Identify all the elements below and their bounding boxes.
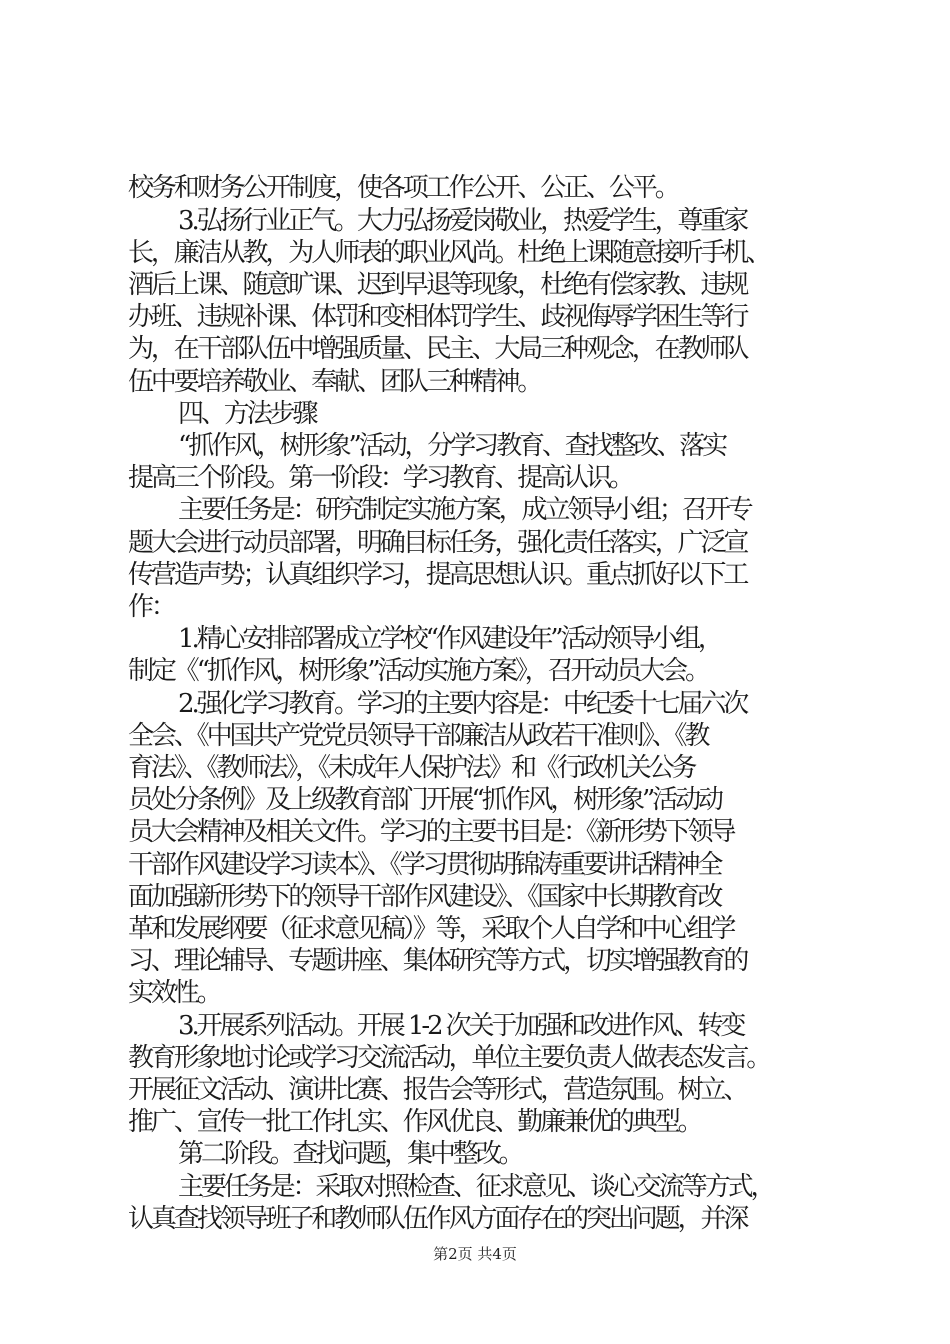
paragraph-line: 酒后上课、随意旷课、迟到早退等现象，杜绝有偿家教、违规 [128,270,747,300]
paragraph-line: 制定《“抓作风，树形象”活动实施方案》，召开动员大会。 [128,656,708,686]
paragraph-line: 2.强化学习教育。学习的主要内容是：中纪委十七届六次 [178,689,747,719]
paragraph-line: 为，在干部队伍中增强质量、民主、大局三种观念，在教师队 [128,334,747,364]
paragraph-line: 3.弘扬行业正气。大力弘扬爱岗敬业，热爱学生，尊重家 [178,206,747,236]
paragraph-line: 全会、《中国共产党党员领导干部廉洁从政若干准则》、《教 [128,721,708,751]
paragraph-line: 办班、违规补课、体罚和变相体罚学生、歧视侮辱学困生等行 [128,302,747,332]
paragraph-line: 提高三个阶段。第一阶段：学习教育、提高认识。 [128,463,632,493]
paragraph-line: 3.开展系列活动。开展 1-2 次关于加强和改进作风、转变 [178,1011,744,1041]
paragraph-line: 伍中要培养敬业、奉献、团队三种精神。 [128,367,541,397]
paragraph-line: 1.精心安排部署成立学校“作风建设年”活动领导小组， [178,624,721,654]
paragraph-line: 教育形象地讨论或学习交流活动，单位主要负责人做表态发言。 [128,1043,770,1073]
paragraph-line: 革和发展纲要（征求意见稿）》等，采取个人自学和中心组学 [128,914,734,944]
paragraph-line: 开展征文活动、演讲比赛、报告会等形式，营造氛围。树立、 [128,1075,747,1105]
paragraph-line: 主要任务是：采取对照检查、征求意见、谈心交流等方式， [178,1172,774,1202]
page-number-footer: 第2页 共4页 [433,1245,517,1263]
paragraph-line: 校务和财务公开制度，使各项工作公开、公正、公平。 [128,173,678,203]
paragraph-line: 推广、宣传一批工作扎实、作风优良、勤廉兼优的典型。 [128,1107,701,1137]
section-heading: 第二阶段。查找问题，集中整改。 [178,1139,522,1169]
section-heading: 四、方法步骤 [178,399,316,429]
paragraph-line: 习、理论辅导、专题讲座、集体研究等方式，切实增强教育的 [128,946,747,976]
paragraph-line: “抓作风，树形象”活动，分学习教育、查找整改、落实 [178,431,726,461]
paragraph-line: 长，廉洁从教，为人师表的职业风尚。杜绝上课随意接听手机、 [128,238,770,268]
paragraph-line: 员大会精神及相关文件。学习的主要书目是：《新形势下领导 [128,817,734,847]
paragraph-line: 题大会进行动员部署，明确目标任务，强化责任落实，广泛宣 [128,528,747,558]
paragraph-line: 传营造声势；认真组织学习，提高思想认识。重点抓好以下工 [128,560,747,590]
paragraph-line: 干部作风建设学习读本》、《学习贯彻胡锦涛重要讲话精神全 [128,850,721,880]
paragraph-line: 面加强新形势下的领导干部作风建设》、《国家中长期教育改 [128,882,721,912]
paragraph-line: 主要任务是：研究制定实施方案，成立领导小组；召开专 [178,495,751,525]
paragraph-line: 实效性。 [128,978,220,1008]
paragraph-line: 作： [128,592,174,622]
paragraph-line: 认真查找领导班子和教师队伍作风方面存在的突出问题，并深 [128,1204,747,1234]
paragraph-line: 员处分条例》及上级教育部门开展“抓作风，树形象”活动动 [128,785,721,815]
paragraph-line: 育法》、《教师法》，《未成年人保护法》和《行政机关公务 [128,753,695,783]
